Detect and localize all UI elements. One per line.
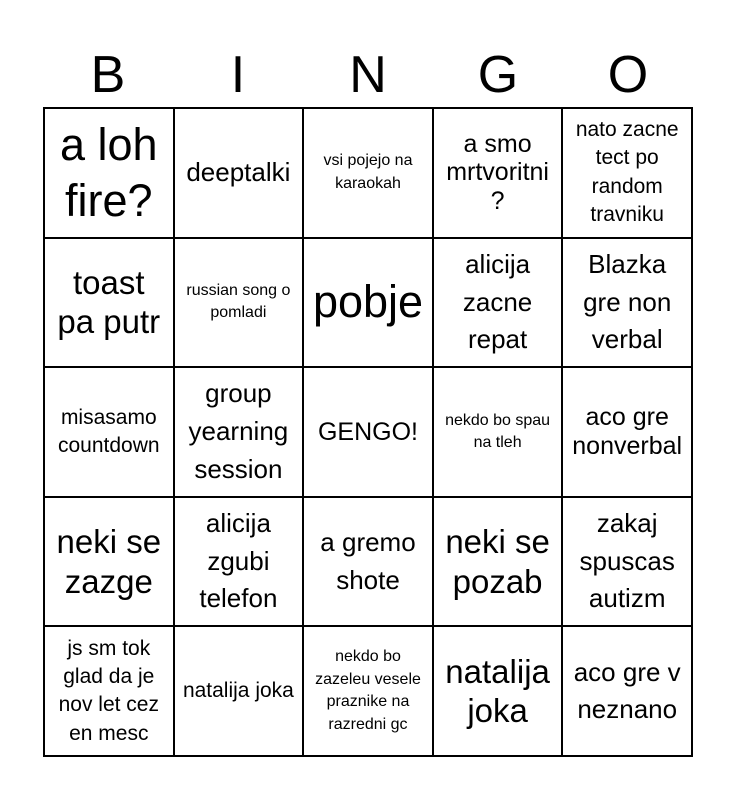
bingo-cell[interactable]: nekdo bo spau na tleh — [433, 367, 563, 497]
bingo-cell[interactable]: neki se pozab — [433, 497, 563, 627]
bingo-cell[interactable]: group yearning session — [174, 367, 304, 497]
bingo-cell[interactable]: GENGO! — [303, 367, 433, 497]
bingo-cell[interactable]: nato zacne tect po random travniku — [562, 108, 692, 238]
header-letter-n: N — [349, 46, 387, 104]
bingo-cell[interactable]: vsi pojejo na karaokah — [303, 108, 433, 238]
bingo-cell[interactable]: deeptalki — [174, 108, 304, 238]
bingo-cell[interactable]: aco gre v neznano — [562, 626, 692, 756]
bingo-cell[interactable]: a loh fire? — [44, 108, 174, 238]
bingo-cell[interactable]: a smo mrtvoritni? — [433, 108, 563, 238]
bingo-cell[interactable]: russian song o pomladi — [174, 238, 304, 368]
bingo-header — [43, 46, 693, 104]
header-letter-b: B — [90, 46, 126, 104]
bingo-cell[interactable]: aco gre nonverbal — [562, 367, 692, 497]
bingo-cell[interactable]: js sm tok glad da je nov let cez en mesc — [44, 626, 174, 756]
header-letter-o: O — [607, 46, 649, 104]
bingo-cell[interactable]: natalija joka — [174, 626, 304, 756]
bingo-cell[interactable]: natalija joka — [433, 626, 563, 756]
bingo-cell[interactable]: neki se zazge — [44, 497, 174, 627]
bingo-cell[interactable]: misasamo countdown — [44, 367, 174, 497]
bingo-cell[interactable]: alicija zgubi telefon — [174, 497, 304, 627]
bingo-grid — [43, 107, 693, 757]
bingo-cell[interactable]: zakaj spuscas autizm — [562, 497, 692, 627]
bingo-cell[interactable]: nekdo bo zazeleu vesele praznike na razredni gc — [303, 626, 433, 756]
header-letter-i: I — [230, 46, 246, 104]
bingo-cell[interactable]: a gremo shote — [303, 497, 433, 627]
header-letter-g: G — [477, 46, 519, 104]
bingo-cell[interactable]: pobje — [303, 238, 433, 368]
bingo-cell[interactable]: alicija zacne repat — [433, 238, 563, 368]
bingo-cell[interactable]: Blazka gre non verbal — [562, 238, 692, 368]
bingo-cell[interactable]: toast pa putr — [44, 238, 174, 368]
